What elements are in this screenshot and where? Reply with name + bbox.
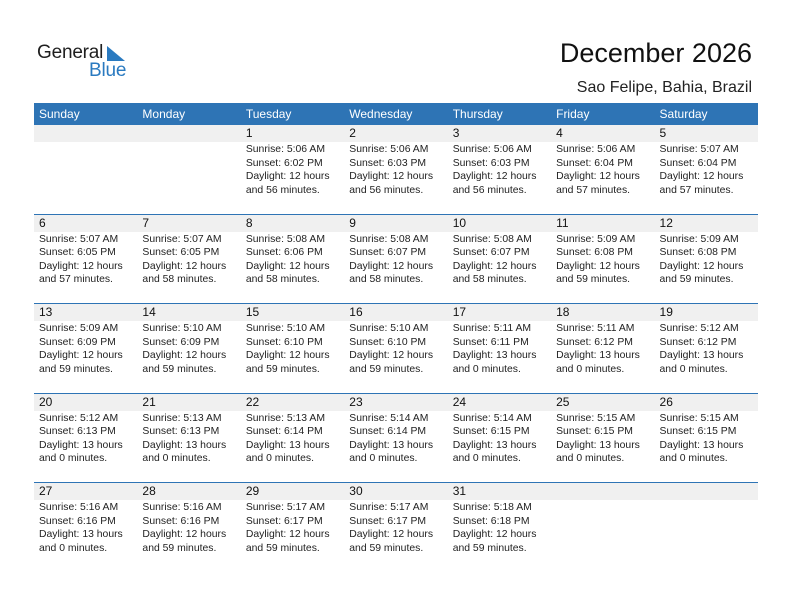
daylight-hours: Daylight: 12 hours	[349, 350, 434, 362]
sunrise-time: Sunrise: 5:06 AM	[556, 144, 636, 155]
daylight-minutes: and 57 minutes.	[39, 274, 113, 286]
sunrise-time: Sunrise: 5:13 AM	[245, 412, 325, 424]
sunrise-time: Sunrise: 5:16 AM	[39, 502, 119, 513]
daylight-hours: Daylight: 12 hours	[245, 529, 330, 541]
weekday-header-friday: Friday	[556, 107, 590, 121]
sunrise-time: Sunrise: 5:12 AM	[659, 323, 739, 334]
sunset-time: Sunset: 6:14 PM	[349, 426, 427, 438]
day-info-row	[34, 500, 758, 555]
daylight-minutes: and 56 minutes.	[452, 184, 527, 196]
week-row	[34, 393, 758, 483]
daylight-hours: Daylight: 12 hours	[245, 171, 330, 183]
day-cell	[137, 321, 240, 376]
day-info-row	[34, 321, 758, 376]
day-number: 7	[142, 215, 150, 230]
daylight-hours: Daylight: 13 hours	[39, 529, 123, 541]
sunrise-time: Sunrise: 5:07 AM	[39, 233, 119, 245]
weekday-header-saturday: Saturday	[659, 107, 708, 121]
sunset-time: Sunset: 6:04 PM	[659, 157, 737, 169]
daylight-minutes: and 59 minutes.	[659, 274, 734, 286]
sunset-time: Sunset: 6:15 PM	[556, 426, 633, 438]
sunrise-time: Sunrise: 5:15 AM	[659, 412, 739, 424]
daylight-hours: Daylight: 12 hours	[659, 171, 744, 183]
day-cell	[34, 500, 137, 555]
daylight-minutes: and 0 minutes.	[142, 453, 211, 465]
week-row	[34, 482, 758, 572]
day-number	[655, 483, 758, 500]
day-cell	[655, 411, 758, 466]
daylight-minutes: and 0 minutes.	[245, 453, 315, 465]
daylight-hours: Daylight: 13 hours	[142, 439, 227, 451]
day-number: 8	[245, 215, 253, 230]
day-number-row	[34, 304, 758, 321]
day-cell	[344, 142, 447, 197]
daylight-hours: Daylight: 13 hours	[39, 439, 123, 451]
sunset-time: Sunset: 6:18 PM	[452, 515, 530, 527]
location-subtitle: Sao Felipe, Bahia, Brazil	[576, 79, 752, 96]
daylight-hours: Daylight: 13 hours	[452, 439, 537, 451]
daylight-hours: Daylight: 12 hours	[349, 260, 434, 272]
logo	[37, 42, 137, 82]
sunset-time: Sunset: 6:10 PM	[349, 336, 427, 348]
day-cell	[344, 411, 447, 466]
daylight-hours: Daylight: 12 hours	[452, 171, 537, 183]
daylight-hours: Daylight: 13 hours	[659, 350, 744, 362]
weekday-header-thursday: Thursday	[452, 107, 503, 121]
day-number: 19	[659, 305, 673, 319]
sunrise-time: Sunrise: 5:07 AM	[659, 144, 739, 155]
day-number: 14	[142, 305, 156, 319]
daylight-hours: Daylight: 12 hours	[452, 529, 537, 541]
daylight-minutes: and 56 minutes.	[349, 184, 424, 196]
day-cell	[655, 500, 758, 555]
daylight-minutes: and 0 minutes.	[349, 453, 418, 465]
day-cell	[551, 142, 654, 197]
sunrise-time: Sunrise: 5:07 AM	[142, 233, 222, 245]
sunset-time: Sunset: 6:15 PM	[659, 426, 737, 438]
daylight-hours: Daylight: 12 hours	[556, 260, 640, 272]
day-number: 29	[245, 484, 260, 498]
day-info-row	[34, 232, 758, 287]
day-number: 15	[245, 305, 260, 319]
sunrise-time: Sunrise: 5:06 AM	[245, 144, 325, 155]
sunset-time: Sunset: 6:03 PM	[349, 157, 427, 169]
day-number: 28	[142, 484, 156, 498]
sunset-time: Sunset: 6:16 PM	[142, 515, 220, 527]
day-info-row	[34, 142, 758, 197]
sunset-time: Sunset: 6:07 PM	[452, 247, 530, 259]
day-cell	[344, 500, 447, 555]
day-number: 9	[349, 215, 356, 230]
day-number	[551, 483, 654, 500]
day-number: 4	[556, 126, 563, 140]
sunrise-time: Sunrise: 5:08 AM	[349, 233, 429, 245]
day-number: 24	[452, 394, 467, 409]
daylight-minutes: and 0 minutes.	[556, 363, 625, 375]
daylight-hours: Daylight: 12 hours	[142, 350, 227, 362]
day-cell	[137, 142, 240, 197]
day-cell	[448, 232, 551, 287]
weeks-container	[34, 125, 758, 572]
day-cell	[551, 411, 654, 466]
day-number: 27	[39, 484, 53, 498]
daylight-minutes: and 58 minutes.	[245, 274, 320, 286]
sunset-time: Sunset: 6:03 PM	[452, 157, 530, 169]
week-row	[34, 125, 758, 214]
day-number	[34, 125, 137, 142]
daylight-minutes: and 56 minutes.	[245, 184, 320, 196]
day-cell	[34, 142, 137, 197]
sunset-time: Sunset: 6:07 PM	[349, 247, 427, 259]
day-number: 1	[245, 126, 253, 140]
daylight-minutes: and 59 minutes.	[39, 363, 113, 375]
day-info-row	[34, 411, 758, 466]
day-cell	[241, 321, 344, 376]
weekday-header-wednesday: Wednesday	[349, 107, 413, 121]
daylight-hours: Daylight: 12 hours	[39, 350, 123, 362]
sunrise-time: Sunrise: 5:17 AM	[349, 502, 429, 513]
day-cell	[655, 232, 758, 287]
daylight-hours: Daylight: 12 hours	[245, 350, 330, 362]
calendar-grid	[34, 103, 758, 572]
logo-triangle-icon	[107, 46, 125, 61]
daylight-minutes: and 0 minutes.	[452, 363, 521, 375]
daylight-minutes: and 59 minutes.	[349, 542, 424, 554]
daylight-minutes: and 0 minutes.	[39, 542, 108, 554]
daylight-minutes: and 59 minutes.	[556, 274, 631, 286]
day-cell	[241, 411, 344, 466]
sunset-time: Sunset: 6:06 PM	[245, 247, 323, 259]
sunset-time: Sunset: 6:14 PM	[245, 426, 323, 438]
day-cell	[551, 321, 654, 376]
sunset-time: Sunset: 6:15 PM	[452, 426, 530, 438]
week-row	[34, 303, 758, 393]
daylight-hours: Daylight: 12 hours	[556, 171, 640, 183]
sunset-time: Sunset: 6:05 PM	[142, 247, 220, 259]
day-cell	[137, 232, 240, 287]
daylight-minutes: and 57 minutes.	[556, 184, 631, 196]
daylight-hours: Daylight: 13 hours	[556, 439, 640, 451]
sunrise-time: Sunrise: 5:12 AM	[39, 412, 119, 424]
day-number: 10	[452, 215, 467, 230]
sunset-time: Sunset: 6:17 PM	[349, 515, 427, 527]
day-number: 3	[452, 126, 460, 140]
day-number: 31	[452, 484, 467, 498]
day-cell	[551, 500, 654, 555]
weekday-header-sunday: Sunday	[39, 107, 80, 121]
day-cell	[551, 232, 654, 287]
sunrise-time: Sunrise: 5:06 AM	[452, 144, 532, 155]
daylight-minutes: and 0 minutes.	[659, 363, 728, 375]
weekday-header-tuesday: Tuesday	[245, 107, 292, 121]
daylight-hours: Daylight: 13 hours	[245, 439, 330, 451]
sunrise-time: Sunrise: 5:16 AM	[142, 502, 222, 513]
day-number: 5	[659, 126, 667, 140]
daylight-minutes: and 0 minutes.	[452, 453, 521, 465]
daylight-minutes: and 0 minutes.	[39, 453, 108, 465]
sunrise-time: Sunrise: 5:06 AM	[349, 144, 429, 155]
day-number: 23	[349, 394, 363, 409]
sunset-time: Sunset: 6:10 PM	[245, 336, 323, 348]
day-cell	[448, 321, 551, 376]
sunrise-time: Sunrise: 5:17 AM	[245, 502, 325, 513]
sunrise-time: Sunrise: 5:11 AM	[556, 323, 635, 334]
day-number: 20	[39, 394, 53, 409]
daylight-hours: Daylight: 13 hours	[452, 350, 537, 362]
daylight-minutes: and 59 minutes.	[349, 363, 424, 375]
sunset-time: Sunset: 6:09 PM	[142, 336, 220, 348]
day-number-row	[34, 215, 758, 232]
daylight-minutes: and 58 minutes.	[452, 274, 527, 286]
day-number: 22	[245, 394, 260, 409]
sunset-time: Sunset: 6:08 PM	[659, 247, 737, 259]
sunset-time: Sunset: 6:12 PM	[659, 336, 737, 348]
sunrise-time: Sunrise: 5:11 AM	[452, 323, 532, 334]
day-cell	[34, 411, 137, 466]
daylight-hours: Daylight: 12 hours	[349, 171, 434, 183]
daylight-minutes: and 58 minutes.	[142, 274, 217, 286]
sunrise-time: Sunrise: 5:10 AM	[142, 323, 222, 334]
sunrise-time: Sunrise: 5:15 AM	[556, 412, 636, 424]
day-cell	[448, 500, 551, 555]
sunset-time: Sunset: 6:17 PM	[245, 515, 323, 527]
day-number: 21	[142, 394, 156, 409]
sunset-time: Sunset: 6:13 PM	[39, 426, 116, 438]
sunrise-time: Sunrise: 5:08 AM	[245, 233, 325, 245]
day-number: 18	[556, 305, 570, 319]
daylight-minutes: and 59 minutes.	[142, 363, 217, 375]
daylight-minutes: and 59 minutes.	[142, 542, 217, 554]
daylight-minutes: and 59 minutes.	[245, 542, 320, 554]
day-cell	[448, 411, 551, 466]
day-cell	[344, 232, 447, 287]
daylight-minutes: and 59 minutes.	[245, 363, 320, 375]
day-cell	[137, 500, 240, 555]
sunset-time: Sunset: 6:12 PM	[556, 336, 633, 348]
daylight-minutes: and 0 minutes.	[556, 453, 625, 465]
sunrise-time: Sunrise: 5:09 AM	[659, 233, 739, 245]
daylight-hours: Daylight: 12 hours	[142, 260, 227, 272]
sunset-time: Sunset: 6:02 PM	[245, 157, 323, 169]
sunrise-time: Sunrise: 5:13 AM	[142, 412, 222, 424]
sunrise-time: Sunrise: 5:09 AM	[556, 233, 636, 245]
sunset-time: Sunset: 6:11 PM	[452, 336, 529, 348]
sunset-time: Sunset: 6:09 PM	[39, 336, 116, 348]
day-number: 12	[659, 215, 673, 230]
day-number: 6	[39, 215, 46, 230]
day-number: 26	[659, 394, 673, 409]
daylight-hours: Daylight: 12 hours	[349, 529, 434, 541]
daylight-hours: Daylight: 12 hours	[245, 260, 330, 272]
sunrise-time: Sunrise: 5:10 AM	[245, 323, 325, 334]
logo-text-blue: Blue	[89, 60, 127, 81]
sunrise-time: Sunrise: 5:09 AM	[39, 323, 119, 334]
day-cell	[241, 142, 344, 197]
day-cell	[34, 232, 137, 287]
day-number: 17	[452, 305, 467, 319]
daylight-minutes: and 57 minutes.	[659, 184, 734, 196]
day-cell	[655, 321, 758, 376]
day-number-row	[34, 125, 758, 142]
daylight-minutes: and 0 minutes.	[659, 453, 728, 465]
day-cell	[34, 321, 137, 376]
day-number: 2	[349, 126, 356, 140]
day-number-row	[34, 394, 758, 411]
day-number	[137, 125, 240, 142]
daylight-hours: Daylight: 13 hours	[349, 439, 434, 451]
page-title: December 2026	[559, 38, 752, 68]
day-cell	[448, 142, 551, 197]
sunset-time: Sunset: 6:08 PM	[556, 247, 633, 259]
day-cell	[344, 321, 447, 376]
daylight-hours: Daylight: 13 hours	[556, 350, 640, 362]
weekday-header-monday: Monday	[142, 107, 186, 121]
daylight-minutes: and 58 minutes.	[349, 274, 424, 286]
sunset-time: Sunset: 6:16 PM	[39, 515, 116, 527]
day-number: 13	[39, 305, 53, 319]
daylight-hours: Daylight: 12 hours	[659, 260, 744, 272]
daylight-hours: Daylight: 12 hours	[39, 260, 123, 272]
day-cell	[241, 500, 344, 555]
week-row	[34, 214, 758, 304]
day-number: 25	[556, 394, 570, 409]
daylight-minutes: and 59 minutes.	[452, 542, 527, 554]
sunrise-time: Sunrise: 5:14 AM	[452, 412, 532, 424]
day-number: 30	[349, 484, 363, 498]
sunrise-time: Sunrise: 5:10 AM	[349, 323, 429, 334]
weekday-header-row	[34, 103, 758, 125]
day-number: 16	[349, 305, 363, 319]
logo-text-general: General	[37, 42, 104, 63]
day-cell	[137, 411, 240, 466]
sunrise-time: Sunrise: 5:08 AM	[452, 233, 532, 245]
day-cell	[655, 142, 758, 197]
sunset-time: Sunset: 6:13 PM	[142, 426, 220, 438]
day-number: 11	[556, 215, 569, 230]
sunrise-time: Sunrise: 5:18 AM	[452, 502, 532, 513]
sunset-time: Sunset: 6:05 PM	[39, 247, 116, 259]
daylight-hours: Daylight: 12 hours	[142, 529, 227, 541]
day-cell	[241, 232, 344, 287]
sunset-time: Sunset: 6:04 PM	[556, 157, 633, 169]
daylight-hours: Daylight: 12 hours	[452, 260, 537, 272]
day-number-row	[34, 483, 758, 500]
sunrise-time: Sunrise: 5:14 AM	[349, 412, 429, 424]
daylight-hours: Daylight: 13 hours	[659, 439, 744, 451]
